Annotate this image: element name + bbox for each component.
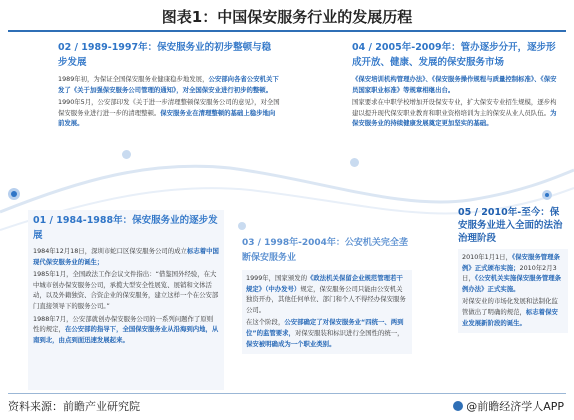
brand-logo-icon (453, 401, 463, 411)
section-02-heading: 02 / 1989-1997年：保安服务业的初步整顿与稳步发展 (58, 42, 272, 68)
section-02 (58, 40, 280, 131)
section-05-text-2: 对保安业的市场化发展和法制化监管做出了明确的规范，标志着保安业发展新阶段的诞生。 (462, 297, 558, 327)
footer-rule (8, 393, 566, 394)
section-04-text-1: 《保安培训机构管理办法》、《保安服务操作规程与质量控制标准》、《保安员国家职业标准》等规章相继出台。 (352, 75, 557, 94)
section-01-text-1: 1984年12月18日，深圳市蛇口区保安服务公司的成立标志着中国现代保安服务业的诞生； (33, 247, 219, 266)
section-01-heading: 01 / 1984-1988年：保安服务业的逐步发展 (33, 215, 218, 241)
chart-title: 图表1：中国保安服务行业的发展历程 (161, 8, 413, 26)
section-05 (458, 206, 568, 333)
section-01-text-2: 1985年1月，全国政法工作会议文件指出：“借鉴国外经验，在大中城市创办保安服务公司，承揽大型安全性展览、展销和文体活动，以及外籍独资、合资企业的保安服务，建立这样一个在公安部门直接领导下的服务公司。” (33, 270, 219, 310)
timeline-dot-02 (122, 150, 131, 159)
section-03-heading: 03 / 1998年-2004年：公安机关完全垄断保安服务业 (242, 238, 408, 263)
section-03-text-1: 1999年，国家颁发的《政法机关保留企业规范管理若干规定》（中办发号）规定，保安服务公司只能由公安机关独资开办，其他任何单位、部门和个人不得经办保安服务公司。 (246, 274, 406, 314)
timeline-dot-05-inner (545, 193, 549, 197)
section-01 (28, 210, 224, 390)
brand-label: @前瞻经济学人APP (453, 398, 564, 414)
section-05-heading: 05 / 2010年-至今：保安服务业进入全面的法治治理阶段 (458, 207, 563, 244)
section-04-heading: 04 / 2005年-2009年：管办逐步分开，逐步形成开放、健康、发展的保安服务市场 (352, 42, 556, 68)
source-note: 资料来源：前瞻产业研究院 (8, 400, 140, 413)
section-01-text-3: 1988年7月，公安部就创办保安服务公司的一系列问题作了原则性的规定，在公安部的指导下，全国保安服务业从沿海到内地，从南到北，由点到面迅速发展起来。 (33, 314, 219, 344)
section-02-text-2: 1990年5月，公安部印发《关于进一步清理整顿保安服务公司的意见》，对全国保安服务业进行进一步的清理整顿。保安服务业在清理整顿的基础上稳步地向前发展。 (58, 98, 280, 128)
section-05-text-1: 2010年1月1日，《保安服务管理条例》正式颁布实施；2010年2月3日，《公安机关实施保安服务管理条例办法》正式实施。 (462, 253, 562, 293)
section-02-text-1: 1989年初，为保证全国保安服务业健康稳步地发展，公安部向各省公安机关下发了《关于加强保安服务公司管理的通知》，对全国保安业进行初步的整顿。 (58, 75, 279, 94)
section-03 (242, 236, 412, 354)
section-04-text-2: 国家要求在中职学校增加开设保安专业，扩大保安专业招生规模，逐步构建以提升现代保安职业教育和职业资格培训为主的保安从业人员队伍。为保安服务业的持续健康发展奠定更加坚实的基础。 (352, 98, 557, 128)
section-04 (352, 40, 562, 131)
timeline-dot-01-inner (11, 191, 17, 197)
timeline-dot-03 (238, 222, 246, 230)
section-03-text-2: 在这个阶段，公安部确定了对保安服务业“四统一、两到位”的监管要求，对保安服装和标识进行全国性的统一，保安被明确成为一个职业类别。 (246, 318, 404, 348)
timeline-dot-04 (350, 158, 359, 167)
